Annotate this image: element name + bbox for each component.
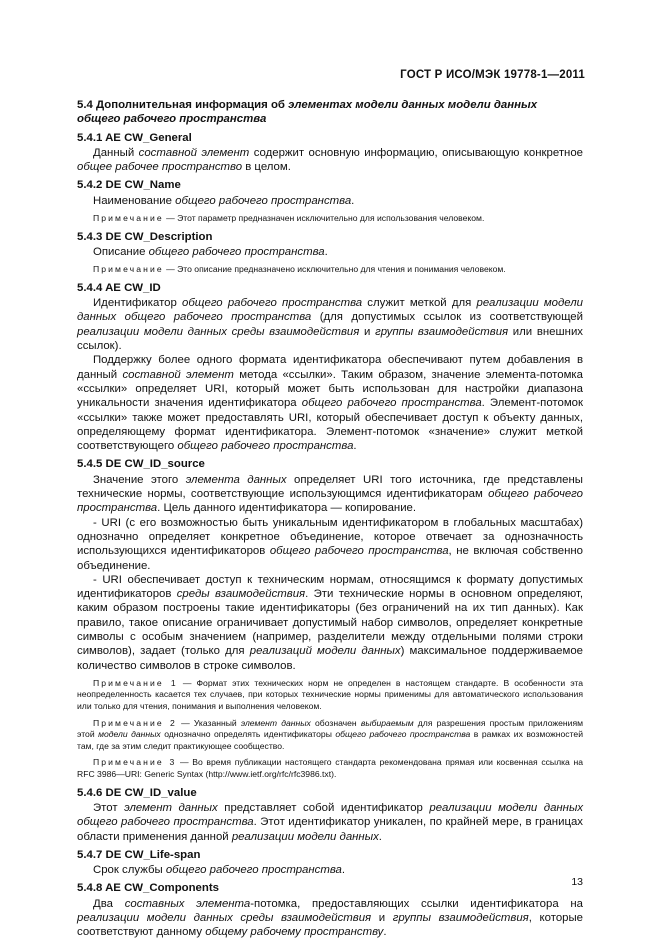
heading-5-4-6: 5.4.6 DE CW_ID_value	[77, 786, 197, 799]
heading-5-4-2: 5.4.2 DE CW_Name	[77, 179, 181, 192]
paragraph-5-4-4-b: Поддержку более одного формата идентификатора обеспечивают путем добавления в данный составной элемент метода «ссылки». Таким образом, значение элемента-потомка «ссылки» определяет URI, который может быть использован для настройки диапазона уникальности значения идентификатора общего рабочего пространства. Элемент-потомок «ссылки» также может предоставлять URI, который обеспечивает доступ к объекту данных, определяющему формат идентификатора. Элемент-потомок «значение» служит меткой соответствующего общего рабочего пространства.	[77, 354, 584, 453]
heading-5-4-5: 5.4.5 DE CW_ID_source	[77, 458, 205, 471]
heading-5-4-7: 5.4.7 DE CW_Life-span	[77, 848, 201, 861]
heading-5-4-8: 5.4.8 AE CW_Components	[77, 882, 219, 895]
section-title: 5.4 Дополнительная информация об элементах модели данных модели данных общего рабочего пространства	[77, 99, 538, 126]
note-5-4-5-2: Примечание 2 — Указанный элемент данных обозначен выбираемым для разрешения простым приложениям этой модели данных однозначно определять идентификаторы общего рабочего пространства в рамках их возможностей там, где за этим следит практикующее сообщество.	[77, 717, 584, 751]
note-5-4-3: Примечание — Это описание предназначено исключительно для чтения и понимания человеком.	[93, 264, 506, 275]
paragraph-5-4-3: Описание общего рабочего пространства.	[93, 245, 328, 258]
paragraph-5-4-8: Два составных элемента-потомка, предоставляющих ссылки идентификатора на реализации модели данных среды взаимодействия и группы взаимодействия, которые соответствуют данному общему рабочему пространству.	[77, 897, 584, 939]
page-content	[77, 98, 583, 940]
heading-5-4-1: 5.4.1 AE CW_General	[77, 131, 192, 144]
paragraph-5-4-2: Наименование общего рабочего пространства.	[93, 194, 355, 207]
section-number: 5.4	[77, 99, 93, 111]
standard-code-header: ГОСТ Р ИСО/МЭК 19778-1—2011	[400, 69, 585, 81]
heading-5-4-3: 5.4.3 DE CW_Description	[77, 230, 213, 243]
paragraph-5-4-4-a: Идентификатор общего рабочего пространства служит меткой для реализации модели данных общего рабочего пространства (для допустимых ссылок из соответствующей реализации модели данных среды взаимодействия и группы взаимодействия или внешних ссылок).	[77, 297, 584, 353]
page-number: 13	[571, 876, 583, 888]
paragraph-5-4-7: Срок службы общего рабочего пространства.	[93, 864, 346, 877]
paragraph-5-4-5-b: - URI (с его возможностью быть уникальным идентификатором в глобальных масштабах) однозначно определяет конкретное объединение, которое отвечает за однозначность использующихся идентификаторов общего рабочего пространства, не включая собственно объединение.	[77, 516, 584, 572]
paragraph-5-4-5-c: - URI обеспечивает доступ к техническим нормам, относящимся к формату допустимых идентификаторов среды взаимодействия. Эти технические нормы в основном определяют, каким образом построены такие идентификаторы (без ограничений на их тип данных). Как правило, такое описание ограничивает допустимый набор символов, определяет конкретные символы с особым значением (например, разделители между отдельными полями строки символов), задает (только для реализаций модели данных) максимальное поддерживаемое количество символов в строке символов.	[77, 573, 584, 672]
paragraph-5-4-6: Этот элемент данных представляет собой идентификатор реализации модели данных общего рабочего пространства. Этот идентификатор уникален, по крайней мере, в границах области применения данной реализации модели данных.	[77, 801, 584, 843]
note-5-4-5-3: Примечание 3 — Во время публикации настоящего стандарта рекомендована прямая или косвенная ссылка на RFC 3986—URI: Generic Syntax (http://www.ietf.org/rfc/rfc3986.txt).	[77, 757, 583, 780]
paragraph-5-4-1: Данный составной элемент содержит основную информацию, описывающую конкретное общее рабочее пространство в целом.	[77, 146, 583, 174]
heading-5-4-4: 5.4.4 AE CW_ID	[77, 281, 161, 294]
paragraph-5-4-5-a: Значение этого элемента данных определяет URI того источника, где представлены технические нормы, соответствующие использующимся идентификаторам общего рабочего пространства. Цель данного идентификатора — копирование.	[77, 473, 583, 515]
note-5-4-5-1: Примечание 1 — Формат этих технических норм не определен в настоящем стандарте. В особенности эта неопределенность касается тех случаев, при которых технические нормы применимы для автоматического использования или только для чтения, понимания и выполнения человеком.	[77, 677, 584, 712]
note-5-4-2: Примечание — Этот параметр предназначен исключительно для использования человеком.	[93, 213, 485, 224]
